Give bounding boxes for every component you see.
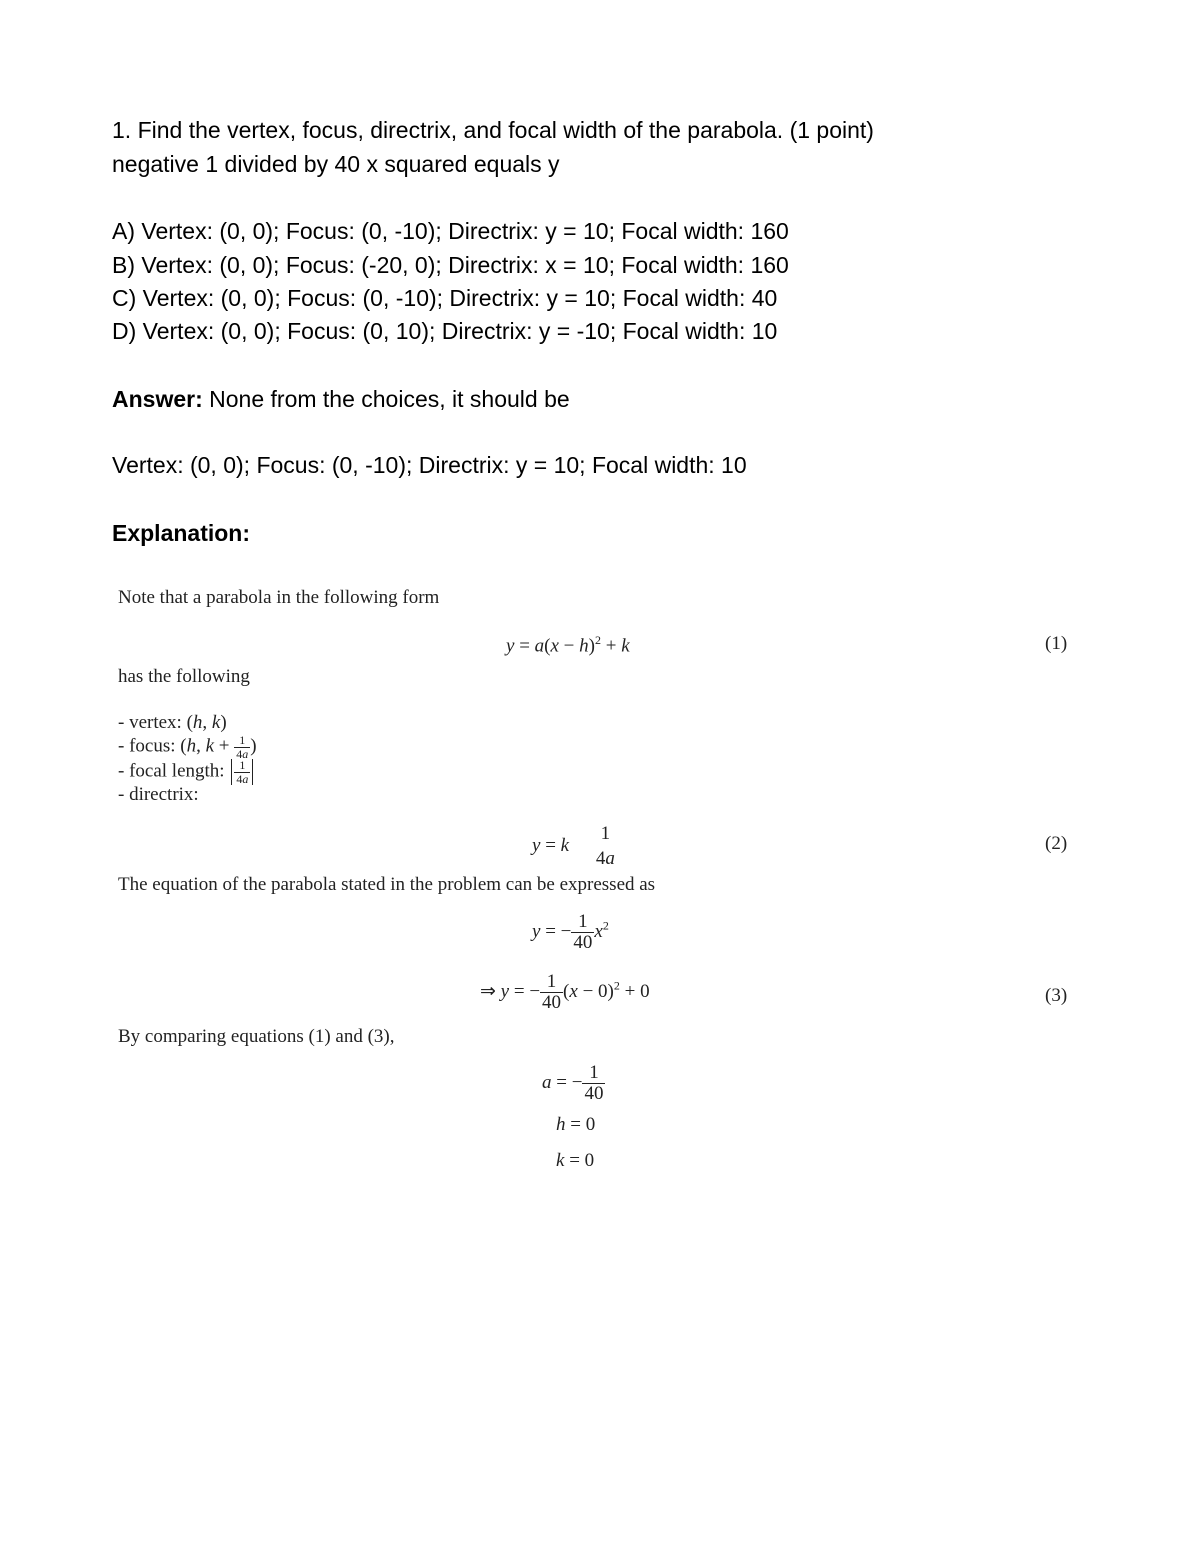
equation-given: y = − $\frac{1}{40}$ $x^2$ xyxy=(532,911,609,953)
intro-text: Note that a parabola in the following form xyxy=(118,587,440,608)
option-a: A) Vertex: (0, 0); Focus: (0, -10); Directrix: y = 10; Focal width: 160 xyxy=(112,218,789,244)
explanation-heading: Explanation: xyxy=(112,520,251,546)
answer-text: None from the choices, it should be xyxy=(202,386,570,412)
equation-number-1: (1) xyxy=(1045,633,1068,654)
expressed-text: The equation of the parabola stated in the problem can be expressed as xyxy=(118,874,656,895)
value-k: k = 0 xyxy=(556,1150,595,1171)
answer-line xyxy=(112,382,570,416)
list-focal-length: - focal length: $\frac{1}{4a}$ xyxy=(118,759,255,785)
value-a: a = − $\frac{1}{40}$ xyxy=(542,1062,604,1104)
question-title: 1. Find the vertex, focus, directrix, and focal width of the parabola. (1 point) xyxy=(112,117,874,143)
option-b: B) Vertex: (0, 0); Focus: (-20, 0); Directrix: x = 10; Focal width: 160 xyxy=(112,252,789,278)
equation-number-2: (2) xyxy=(1045,833,1068,854)
list-focus: - focus: (h, k + $\frac{1}{4a}$ ) xyxy=(118,733,257,761)
equation-1: $y = a(x - h)^2 + k$ xyxy=(506,633,630,657)
answer-result: Vertex: (0, 0); Focus: (0, -10); Directrix: y = 10; Focal width: 10 xyxy=(112,452,747,478)
list-vertex: - vertex: (h, k) xyxy=(118,712,227,733)
value-h: h = 0 xyxy=(556,1114,596,1135)
option-c: C) Vertex: (0, 0); Focus: (0, -10); Directrix: y = 10; Focal width: 40 xyxy=(112,285,778,311)
question-statement: negative 1 divided by 40 x squared equals y xyxy=(112,151,560,177)
list-directrix: - directrix: xyxy=(118,784,199,805)
equation-2: y = k 1 4a xyxy=(532,823,615,869)
equation-number-3: (3) xyxy=(1045,985,1068,1006)
comparing-text: By comparing equations (1) and (3), xyxy=(118,1026,395,1047)
option-d: D) Vertex: (0, 0); Focus: (0, 10); Directrix: y = -10; Focal width: 10 xyxy=(112,318,778,344)
equation-3: ⇒ y = − $\frac{1}{40}$ $(x - 0)^2 + 0$ xyxy=(480,971,650,1013)
answer-label: Answer: xyxy=(112,386,203,412)
has-following-text: has the following xyxy=(118,666,250,687)
